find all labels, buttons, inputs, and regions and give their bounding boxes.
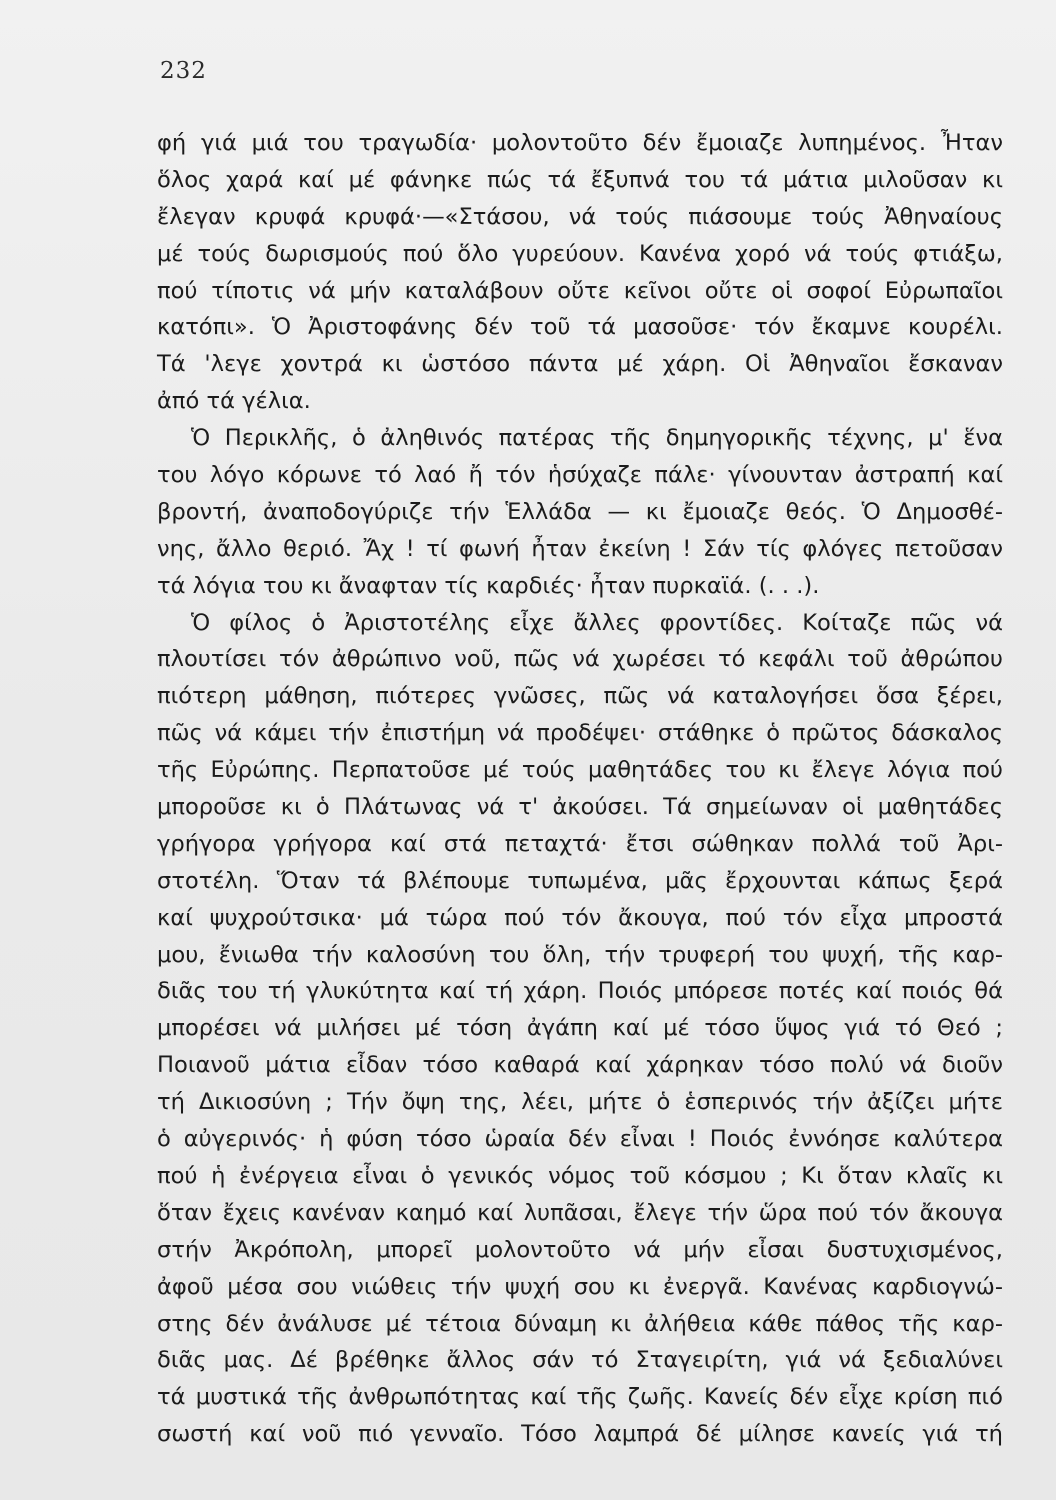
text-line: Ποιανοῦ μάτια εἶδαν τόσο καθαρά καί χάρηκαν τόσο πολύ νά διοῦν <box>157 1052 1003 1079</box>
text-line: ὅταν ἔχεις κανέναν καημό καί λυπᾶσαι, ἔλεγε τήν ὥρα πού τόν ἄκουγα <box>157 1199 1003 1226</box>
text-line: μέ τούς δωρισμούς πού ὅλο γυρεύουν. Κανένα χορό νά τούς φτιάξω, <box>157 240 1003 267</box>
text-line: τά μυστικά τῆς ἀνθρωπότητας καί τῆς ζωῆς. Κανείς δέν εἶχε κρίση πιό <box>157 1384 1003 1411</box>
text-line: Τά 'λεγε χοντρά κι ὡστόσο πάντα μέ χάρη. Οἱ Ἀθηναῖοι ἔσκαναν <box>157 351 1003 378</box>
text-line: του λόγο κόρωνε τό λαό ἤ τόν ἡσύχαζε πάλε· γίνουνταν ἀστραπή καί <box>157 462 1003 489</box>
text-line: νης, ἄλλο θεριό. Ἄχ ! τί φωνή ἦταν ἐκείνη ! Σάν τίς φλόγες πετοῦσαν <box>157 535 1003 562</box>
text-line: πιότερη μάθηση, πιότερες γνῶσες, πῶς νά καταλογήσει ὅσα ξέρει, <box>157 683 1003 710</box>
text-line: στης δέν ἀνάλυσε μέ τέτοια δύναμη κι ἀλήθεια κάθε πάθος τῆς καρ- <box>157 1310 1003 1337</box>
text-line: μποροῦσε κι ὁ Πλάτωνας νά τ' ἀκούσει. Τά σημείωναν οἱ μαθητάδες <box>157 794 1003 821</box>
text-line: Ὁ Περικλῆς, ὁ ἀληθινός πατέρας τῆς δημηγορικῆς τέχνης, μ' ἕνα <box>191 425 1003 452</box>
text-line: στοτέλη. Ὅταν τά βλέπουμε τυπωμένα, μᾶς ἔρχουνται κάπως ξερά <box>157 867 1003 894</box>
text-line: καί ψυχρούτσικα· μά τώρα πού τόν ἄκουγα, πού τόν εἶχα μπροστά <box>157 904 1003 931</box>
text-line: σωστή καί νοῦ πιό γενναῖο. Τόσο λαμπρά δέ μίλησε κανείς γιά τή <box>157 1421 1003 1448</box>
text-line: πού ἡ ἐνέργεια εἶναι ὁ γενικός νόμος τοῦ κόσμου ; Κι ὅταν κλαῖς κι <box>157 1162 1003 1189</box>
body-text <box>157 125 1003 1453</box>
text-line: πλουτίσει τόν ἀθρώπινο νοῦ, πῶς νά χωρέσει τό κεφάλι τοῦ ἀθρώπου <box>157 646 1003 673</box>
text-line: διᾶς του τή γλυκύτητα καί τή χάρη. Ποιός μπόρεσε ποτές καί ποιός θά <box>157 978 1003 1005</box>
text-line: Ὁ φίλος ὁ Ἀριστοτέλης εἶχε ἄλλες φροντίδες. Κοίταζε πῶς νά <box>191 609 1003 636</box>
text-line: μπορέσει νά μιλήσει μέ τόση ἀγάπη καί μέ τόσο ὕψος γιά τό Θεό ; <box>157 1015 1003 1042</box>
text-line: κατόπι». Ὁ Ἀριστοφάνης δέν τοῦ τά μασοῦσε· τόν ἔκαμνε κουρέλι. <box>157 314 1003 341</box>
text-line: φή γιά μιά του τραγωδία· μολοντοῦτο δέν ἔμοιαζε λυπημένος. Ἦταν <box>157 130 1003 156</box>
text-line: τή Δικιοσύνη ; Τήν ὄψη της, λέει, μήτε ὁ ἑσπερινός τήν ἀξίζει μήτε <box>157 1089 1003 1116</box>
text-line: μου, ἔνιωθα τήν καλοσύνη του ὅλη, τήν τρυφερή του ψυχή, τῆς καρ- <box>157 941 1003 968</box>
text-line: ὁ αὐγερινός· ἡ φύση τόσο ὡραία δέν εἶναι ! Ποιός ἐννόησε καλύτερα <box>157 1126 1003 1153</box>
text-line: βροντή, ἀναποδογύριζε τήν Ἑλλάδα — κι ἔμοιαζε θεός. Ὁ Δημοσθέ- <box>157 498 1003 525</box>
text-line: διᾶς μας. Δέ βρέθηκε ἄλλος σάν τό Σταγειρίτη, γιά νά ξεδιαλύνει <box>157 1347 1003 1374</box>
text-line: πῶς νά κάμει τήν ἐπιστήμη νά προδέψει· στάθηκε ὁ πρῶτος δάσκαλος <box>157 720 1003 747</box>
page-number: 232 <box>160 58 207 84</box>
text-line: τά λόγια του κι ἄναφταν τίς καρδιές· ἦταν πυρκαϊά. (. . .). <box>157 572 820 599</box>
text-line: τῆς Εὐρώπης. Περπατοῦσε μέ τούς μαθητάδες του κι ἔλεγε λόγια πού <box>157 757 1003 784</box>
text-line: γρήγορα γρήγορα καί στά πεταχτά· ἔτσι σώθηκαν πολλά τοῦ Ἀρι- <box>157 830 1003 857</box>
text-line: ἀφοῦ μέσα σου νιώθεις τήν ψυχή σου κι ἐνεργᾶ. Κανένας καρδιογνώ- <box>157 1273 1003 1300</box>
text-line: ἔλεγαν κρυφά κρυφά·—«Στάσου, νά τούς πιάσουμε τούς Ἀθηναίους <box>157 203 1003 230</box>
text-line: πού τίποτις νά μήν καταλάβουν οὔτε κεῖνοι οὔτε οἱ σοφοί Εὐρωπαῖοι <box>157 277 1003 304</box>
text-line: ἀπό τά γέλια. <box>157 388 311 415</box>
text-line: ὅλος χαρά καί μέ φάνηκε πώς τά ἔξυπνά του τά μάτια μιλοῦσαν κι <box>157 166 1003 193</box>
text-line: στήν Ἀκρόπολη, μπορεῖ μολοντοῦτο νά μήν εἶσαι δυστυχισμένος, <box>157 1236 1003 1263</box>
